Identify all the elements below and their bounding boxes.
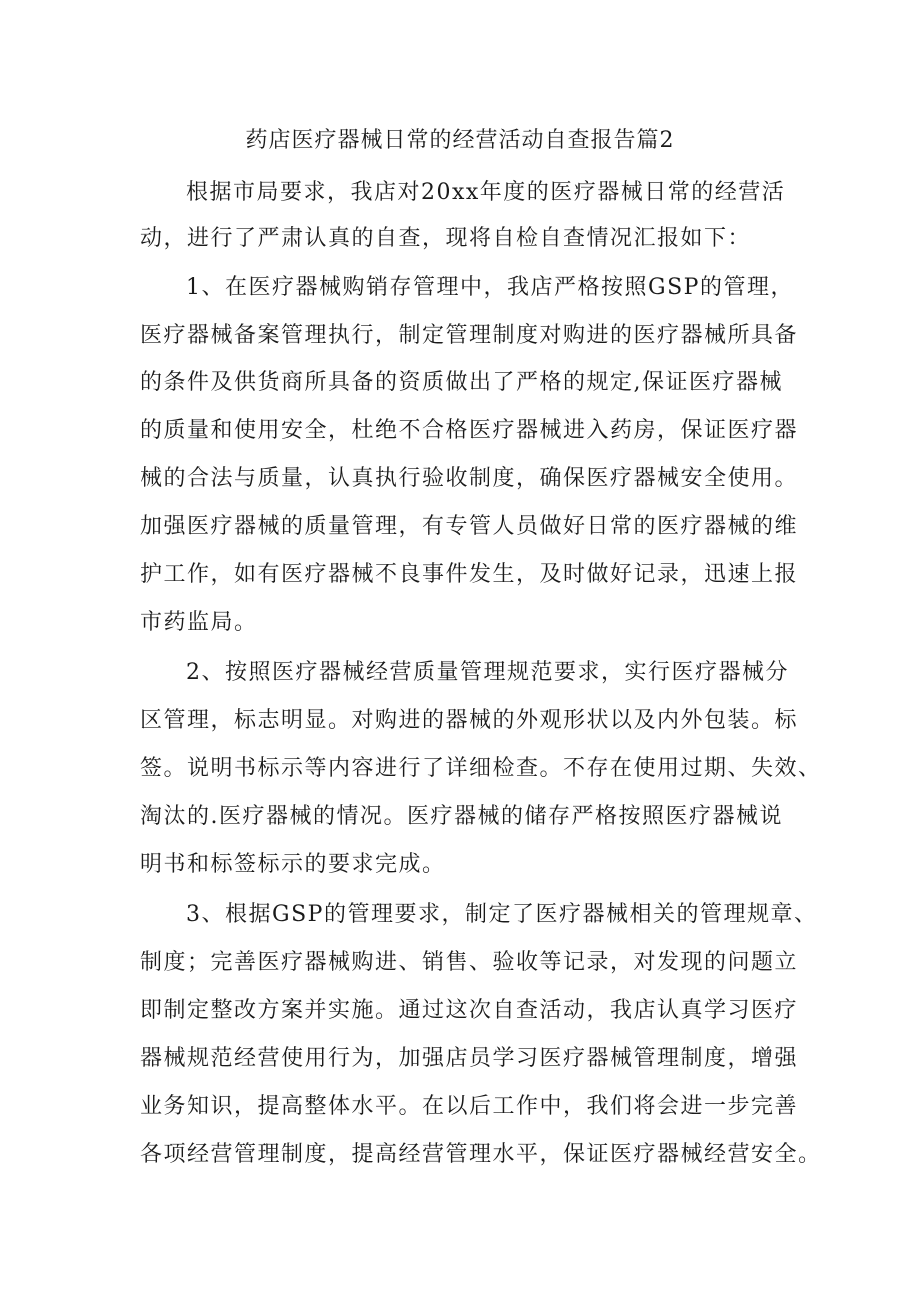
paragraph-4-line-1: 3、根据GSP的管理要求，制定了医疗器械相关的管理规章、 <box>186 902 818 927</box>
paragraph-2-line-6: 加强医疗器械的质量管理，有专管人员做好日常的医疗器械的维 <box>140 514 799 539</box>
paragraph-3-line-3: 签。说明书标示等内容进行了详细检查。不存在使用过期、失效、 <box>140 756 822 781</box>
paragraph-3-line-5: 明书和标签标示的要求完成。 <box>140 852 446 877</box>
paragraph-4-line-6: 各项经营管理制度，提高经营管理水平，保证医疗器械经营安全。 <box>140 1142 822 1167</box>
paragraph-4-line-4: 器械规范经营使用行为，加强店员学习医疗器械管理制度，增强 <box>140 1046 799 1071</box>
paragraph-2-line-3: 的条件及供货商所具备的资质做出了严格的规定,保证医疗器械 <box>140 370 783 395</box>
paragraph-2-line-5: 械的合法与质量，认真执行验收制度，确保医疗器械安全使用。 <box>140 466 799 491</box>
document-title: 药店医疗器械日常的经营活动自查报告篇2 <box>245 128 675 153</box>
paragraph-1-line-1: 根据市局要求，我店对20xx年度的医疗器械日常的经营活 <box>186 180 786 205</box>
paragraph-2-line-8: 市药监局。 <box>140 610 258 635</box>
paragraph-2-line-2: 医疗器械备案管理执行，制定管理制度对购进的医疗器械所具备 <box>140 323 799 348</box>
paragraph-3-line-2: 区管理，标志明显。对购进的器械的外观形状以及内外包装。标 <box>140 708 799 733</box>
paragraph-3-line-4: 淘汰的.医疗器械的情况。医疗器械的储存严格按照医疗器械说 <box>140 804 783 829</box>
paragraph-2-line-1: 1、在医疗器械购销存管理中，我店严格按照GSP的管理， <box>186 275 794 300</box>
paragraph-2-line-7: 护工作，如有医疗器械不良事件发生，及时做好记录，迅速上报 <box>140 562 799 587</box>
paragraph-3-line-1: 2、按照医疗器械经营质量管理规范要求，实行医疗器械分 <box>186 660 789 685</box>
paragraph-2-line-4: 的质量和使用安全，杜绝不合格医疗器械进入药房，保证医疗器 <box>140 418 799 443</box>
paragraph-1-line-2: 动，进行了严肃认真的自查，现将自检自查情况汇报如下： <box>140 226 752 251</box>
paragraph-4-line-3: 即制定整改方案并实施。通过这次自查活动，我店认真学习医疗 <box>140 998 799 1023</box>
paragraph-4-line-5: 业务知识，提高整体水平。在以后工作中，我们将会进一步完善 <box>140 1094 799 1119</box>
paragraph-4-line-2: 制度；完善医疗器械购进、销售、验收等记录，对发现的问题立 <box>140 950 799 975</box>
